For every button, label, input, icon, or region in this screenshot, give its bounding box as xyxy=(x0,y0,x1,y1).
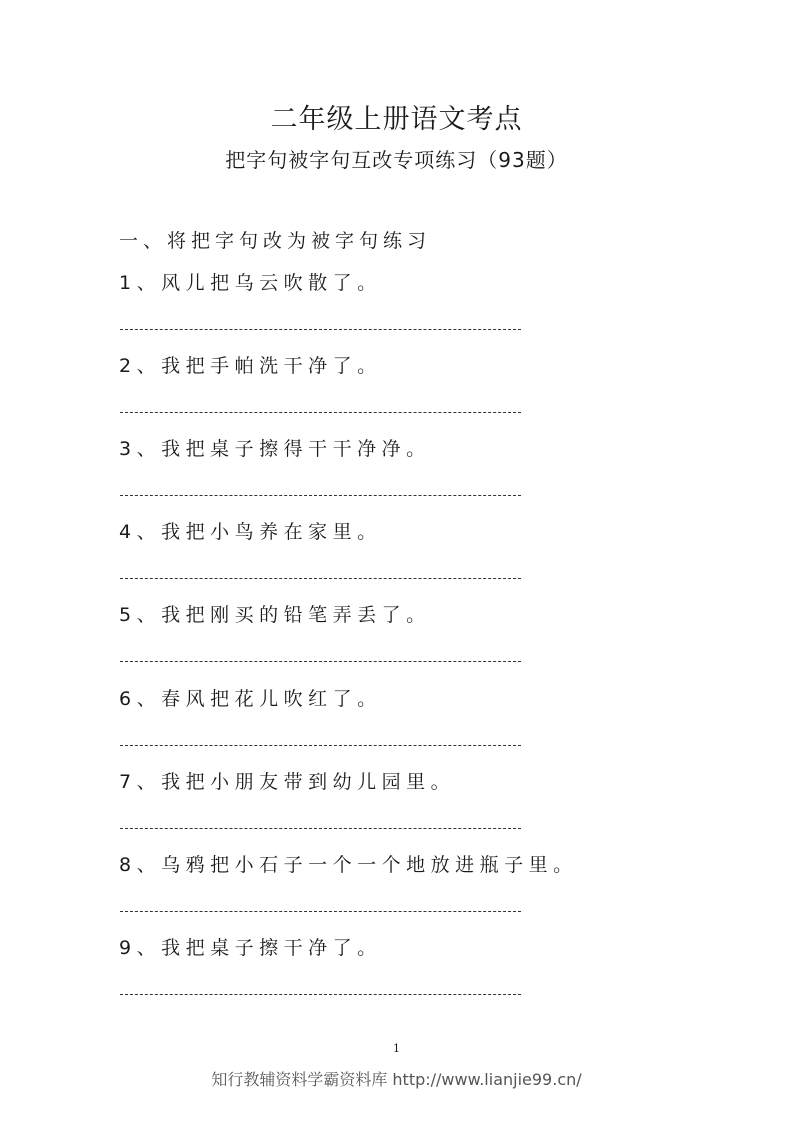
exercise-sentence: 7、我把小朋友带到幼儿园里。 xyxy=(119,771,456,793)
exercise-sentence: 4、我把小鸟养在家里。 xyxy=(119,521,382,543)
answer-line[interactable] xyxy=(120,745,521,746)
answer-line[interactable] xyxy=(120,329,521,330)
document-title: 二年级上册语文考点 xyxy=(270,104,523,135)
exercise-sentence: 6、春风把花儿吹红了。 xyxy=(119,688,382,710)
answer-line[interactable] xyxy=(120,911,521,912)
section-heading: 一、将把字句改为被字句练习 xyxy=(119,230,432,252)
exercise-item-1 xyxy=(119,268,679,348)
exercise-item-8 xyxy=(119,850,679,930)
answer-line[interactable] xyxy=(120,994,521,995)
answer-line[interactable] xyxy=(120,495,521,496)
exercise-item-7 xyxy=(119,767,679,847)
exercise-sentence: 9、我把桌子擦干净了。 xyxy=(119,937,382,959)
exercise-sentence: 8、乌鸦把小石子一个一个地放进瓶子里。 xyxy=(119,854,578,876)
footer-source: 知行教辅资料学霸资料库 http://www.lianjie99.cn/ xyxy=(211,1070,582,1089)
exercise-item-9 xyxy=(119,933,679,1013)
exercise-item-6 xyxy=(119,684,679,764)
answer-line[interactable] xyxy=(120,412,521,413)
page-number: 1 xyxy=(393,1042,400,1055)
exercise-sentence: 1、风儿把乌云吹散了。 xyxy=(119,272,382,294)
document-subtitle: 把字句被字句互改专项练习（93题） xyxy=(225,148,568,172)
exercise-item-4 xyxy=(119,517,679,597)
answer-line[interactable] xyxy=(120,828,521,829)
exercise-item-2 xyxy=(119,351,679,431)
answer-line[interactable] xyxy=(120,578,521,579)
exercise-sentence: 3、我把桌子擦得干干净净。 xyxy=(119,438,431,460)
exercise-sentence: 2、我把手帕洗干净了。 xyxy=(119,355,382,377)
exercise-item-3 xyxy=(119,434,679,514)
answer-line[interactable] xyxy=(120,661,521,662)
exercise-item-5 xyxy=(119,600,679,680)
exercise-sentence: 5、我把刚买的铅笔弄丢了。 xyxy=(119,604,431,626)
